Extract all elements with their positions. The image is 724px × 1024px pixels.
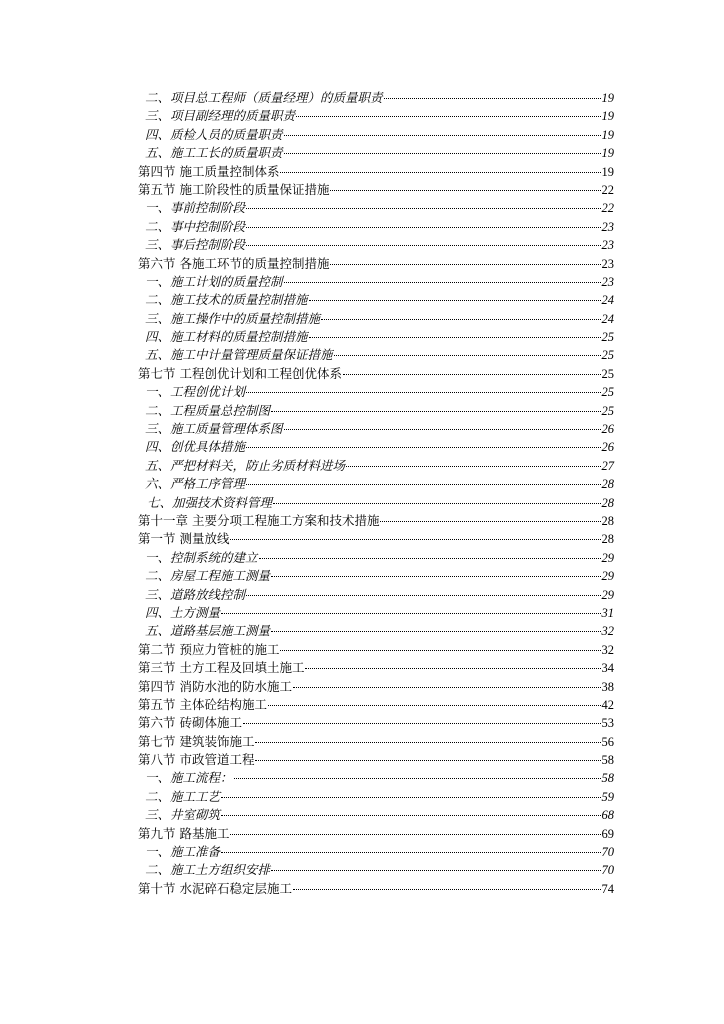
toc-entry-title: 四、质检人员的质量职责 — [145, 126, 283, 142]
dot-leader — [230, 833, 600, 835]
toc-entry-page-number: 59 — [601, 789, 614, 804]
toc-entry[interactable] — [138, 402, 614, 420]
toc-entry[interactable] — [138, 549, 614, 567]
dot-leader — [330, 189, 600, 191]
toc-entry-title: 二、施工技术的质量控制措施 — [145, 292, 308, 308]
dot-leader — [221, 851, 600, 853]
dot-leader — [280, 171, 600, 173]
toc-entry[interactable] — [138, 604, 614, 622]
toc-entry-title: 一、事前控制阶段 — [145, 200, 246, 216]
dot-leader — [293, 888, 601, 890]
toc-entry[interactable] — [138, 291, 614, 309]
toc-entry[interactable] — [138, 89, 614, 107]
toc-entry[interactable] — [138, 751, 614, 769]
toc-entry-title: 二、项目总工程师（质量经理）的质量职责 — [145, 90, 383, 105]
toc-entry-page-number: 25 — [601, 403, 614, 418]
dot-leader — [259, 557, 601, 559]
toc-entry-page-number: 58 — [601, 753, 614, 768]
dot-leader — [305, 667, 600, 669]
dot-leader — [284, 152, 601, 154]
toc-entry-page-number: 28 — [601, 513, 614, 528]
dot-leader — [255, 759, 600, 761]
toc-entry-page-number: 29 — [601, 569, 614, 584]
dot-leader — [246, 207, 600, 209]
toc-entry-title: 第五节 施工阶段性的质量保证措施 — [138, 181, 330, 197]
dot-leader — [346, 465, 600, 467]
toc-entry-title: 第七节 建筑装饰施工 — [138, 733, 255, 749]
toc-entry-page-number: 25 — [601, 385, 614, 400]
toc-entry[interactable] — [138, 365, 614, 383]
toc-entry-title: 三、井室砌筑 — [145, 807, 221, 823]
toc-entry-page-number: 58 — [601, 771, 614, 786]
toc-entry-page-number: 24 — [601, 311, 614, 326]
toc-entry-page-number: 19 — [601, 127, 614, 142]
toc-entry[interactable] — [138, 659, 614, 677]
toc-entry-title: 六、严格工序管理 — [145, 476, 246, 492]
toc-entry[interactable] — [138, 236, 614, 254]
toc-entry-page-number: 23 — [601, 274, 614, 289]
toc-entry[interactable] — [138, 107, 614, 125]
toc-entry-title: 第四节 施工质量控制体系 — [138, 163, 280, 179]
toc-entry-page-number: 25 — [601, 330, 614, 345]
toc-entry-title: 四、创优具体措施 — [145, 439, 246, 455]
toc-entry-page-number: 19 — [601, 146, 614, 161]
toc-entry[interactable] — [138, 383, 614, 401]
toc-entry-title: 五、道路基层施工测量 — [145, 623, 271, 639]
toc-entry-title: 第十节 水泥碎石稳定层施工 — [138, 880, 292, 896]
toc-entry-page-number: 74 — [601, 881, 614, 896]
toc-entry-page-number: 27 — [601, 458, 614, 473]
toc-entry-page-number: 32 — [601, 642, 614, 657]
toc-entry[interactable] — [138, 346, 614, 364]
toc-entry-title: 五、施工中计量管理质量保证措施 — [145, 347, 333, 363]
toc-entry-title: 第三节 土方工程及回填土施工 — [138, 660, 305, 676]
toc-entry[interactable] — [138, 163, 614, 181]
toc-entry-page-number: 19 — [601, 164, 614, 179]
toc-entry[interactable] — [138, 622, 614, 640]
toc-entry[interactable] — [138, 512, 614, 530]
dot-leader — [330, 263, 600, 265]
dot-leader — [309, 299, 601, 301]
dot-leader — [246, 483, 600, 485]
toc-entry[interactable] — [138, 475, 614, 493]
toc-entry[interactable] — [138, 788, 614, 806]
toc-entry[interactable] — [138, 843, 614, 861]
dot-leader — [221, 814, 600, 816]
toc-entry-title: 二、房屋工程施工测量 — [145, 568, 271, 584]
toc-entry[interactable] — [138, 567, 614, 585]
dot-leader — [271, 869, 600, 871]
dot-leader — [309, 336, 601, 338]
dot-leader — [221, 796, 600, 798]
dot-leader — [284, 134, 601, 136]
toc-entry-page-number: 25 — [601, 348, 614, 363]
dot-leader — [221, 612, 600, 614]
dot-leader — [234, 777, 601, 779]
toc-entry-title: 三、事后控制阶段 — [145, 237, 246, 253]
toc-entry-title: 一、施工计划的质量控制 — [145, 273, 283, 289]
toc-entry-title: 一、施工流程： — [145, 770, 233, 786]
dot-leader — [271, 410, 600, 412]
toc-entry-title: 二、工程质量总控制图 — [145, 402, 271, 418]
toc-entry[interactable] — [138, 678, 614, 696]
toc-entry-page-number: 28 — [601, 495, 614, 510]
toc-entry-title: 二、施工工艺 — [145, 788, 221, 804]
toc-entry-page-number: 38 — [601, 679, 614, 694]
dot-leader — [293, 686, 601, 688]
toc-entry-page-number: 53 — [601, 716, 614, 731]
toc-entry[interactable] — [138, 218, 614, 236]
dot-leader — [296, 115, 600, 117]
toc-entry-title: 三、项目副经理的质量职责 — [145, 108, 296, 124]
toc-entry-page-number: 26 — [601, 440, 614, 455]
toc-entry-title: 第七节 工程创优计划和工程创优体系 — [138, 365, 342, 381]
toc-entry-page-number: 22 — [601, 201, 614, 216]
dot-leader — [343, 373, 601, 375]
toc-entry-title: 三、道路放线控制 — [145, 586, 246, 602]
toc-entry-title: 五、严把材料关，防止劣质材料进场 — [145, 457, 346, 473]
toc-entry-page-number: 23 — [601, 256, 614, 271]
toc-entry-title: 第九节 路基施工 — [138, 825, 230, 841]
toc-entry[interactable] — [138, 420, 614, 438]
toc-entry-page-number: 25 — [601, 366, 614, 381]
toc-entry-page-number: 19 — [601, 91, 614, 105]
toc-entry-title: 一、工程创优计划 — [145, 384, 246, 400]
toc-entry[interactable] — [138, 255, 614, 273]
toc-entry[interactable] — [138, 438, 614, 456]
toc-entry-title: 三、施工操作中的质量控制措施 — [145, 310, 321, 326]
toc-entry-title: 第四节 消防水池的防水施工 — [138, 678, 292, 694]
dot-leader — [380, 520, 600, 522]
toc-entry-page-number: 32 — [601, 624, 614, 639]
toc-entry[interactable] — [138, 714, 614, 732]
toc-entry-page-number: 23 — [601, 219, 614, 234]
dot-leader — [246, 226, 600, 228]
toc-entry-page-number: 31 — [601, 605, 614, 620]
dot-leader — [268, 704, 601, 706]
toc-entry[interactable] — [138, 641, 614, 659]
toc-entry[interactable] — [138, 586, 614, 604]
toc-entry-page-number: 28 — [601, 532, 614, 547]
toc-entry-title: 第二节 预应力管桩的施工 — [138, 641, 280, 657]
dot-leader — [230, 538, 600, 540]
toc-entry[interactable] — [138, 310, 614, 328]
toc-entry-title: 第六节 各施工环节的质量控制措施 — [138, 255, 330, 271]
toc-entry[interactable] — [138, 273, 614, 291]
toc-entry-page-number: 68 — [601, 808, 614, 823]
toc-entry-page-number: 28 — [601, 477, 614, 492]
toc-entry-title: 第六节 砖砌体施工 — [138, 715, 242, 731]
dot-leader — [384, 97, 601, 99]
table-of-contents — [138, 89, 614, 898]
toc-entry[interactable] — [138, 126, 614, 144]
toc-entry-title: 一、施工准备 — [145, 844, 221, 860]
toc-entry[interactable] — [138, 530, 614, 548]
toc-entry[interactable] — [138, 769, 614, 787]
toc-entry[interactable] — [138, 861, 614, 879]
toc-entry[interactable] — [138, 880, 614, 898]
toc-entry-page-number: 34 — [601, 661, 614, 676]
toc-entry-title: 四、土方测量 — [145, 604, 221, 620]
toc-entry[interactable] — [138, 328, 614, 346]
toc-entry-page-number: 22 — [601, 182, 614, 197]
toc-entry[interactable] — [138, 806, 614, 824]
toc-entry-page-number: 42 — [601, 697, 614, 712]
dot-leader — [246, 594, 600, 596]
dot-leader — [334, 354, 601, 356]
toc-entry-title: 第十一章 主要分项工程施工方案和技术措施 — [138, 512, 380, 528]
dot-leader — [271, 630, 600, 632]
toc-entry-page-number: 56 — [601, 734, 614, 749]
toc-entry-page-number: 23 — [601, 238, 614, 253]
toc-entry[interactable] — [138, 494, 614, 512]
toc-entry-page-number: 29 — [601, 550, 614, 565]
dot-leader — [284, 428, 601, 430]
dot-leader — [280, 649, 600, 651]
dot-leader — [246, 446, 600, 448]
dot-leader — [321, 318, 600, 320]
toc-entry-title: 三、施工质量管理体系图 — [145, 421, 283, 437]
toc-entry-title: 二、事中控制阶段 — [145, 218, 246, 234]
dot-leader — [255, 741, 600, 743]
toc-entry[interactable] — [138, 457, 614, 475]
dot-leader — [246, 391, 600, 393]
toc-entry-page-number: 26 — [601, 422, 614, 437]
dot-leader — [243, 722, 601, 724]
toc-entry-page-number: 29 — [601, 587, 614, 602]
toc-entry-page-number: 19 — [601, 109, 614, 124]
dot-leader — [273, 502, 600, 504]
toc-entry-title: 二、施工土方组织安排 — [145, 862, 271, 878]
toc-entry[interactable] — [138, 199, 614, 217]
toc-entry[interactable] — [138, 181, 614, 199]
toc-entry-title: 第一节 测量放线 — [138, 531, 230, 547]
dot-leader — [246, 244, 600, 246]
toc-entry-title: 第八节 市政管道工程 — [138, 752, 255, 768]
toc-entry-title: 第五节 主体砼结构施工 — [138, 696, 267, 712]
toc-entry-page-number: 69 — [601, 826, 614, 841]
toc-entry-page-number: 70 — [601, 845, 614, 860]
toc-entry[interactable] — [138, 144, 614, 162]
toc-entry-page-number: 70 — [601, 863, 614, 878]
toc-entry[interactable] — [138, 825, 614, 843]
toc-entry-page-number: 24 — [601, 293, 614, 308]
toc-entry-title: 一、控制系统的建立 — [145, 549, 258, 565]
toc-entry-title: 七、加强技术资料管理 — [147, 494, 273, 510]
toc-entry[interactable] — [138, 696, 614, 714]
dot-leader — [284, 281, 601, 283]
dot-leader — [271, 575, 600, 577]
toc-entry[interactable] — [138, 733, 614, 751]
toc-entry-title: 五、施工工长的质量职责 — [145, 145, 283, 161]
toc-entry-title: 四、施工材料的质量控制措施 — [145, 329, 308, 345]
